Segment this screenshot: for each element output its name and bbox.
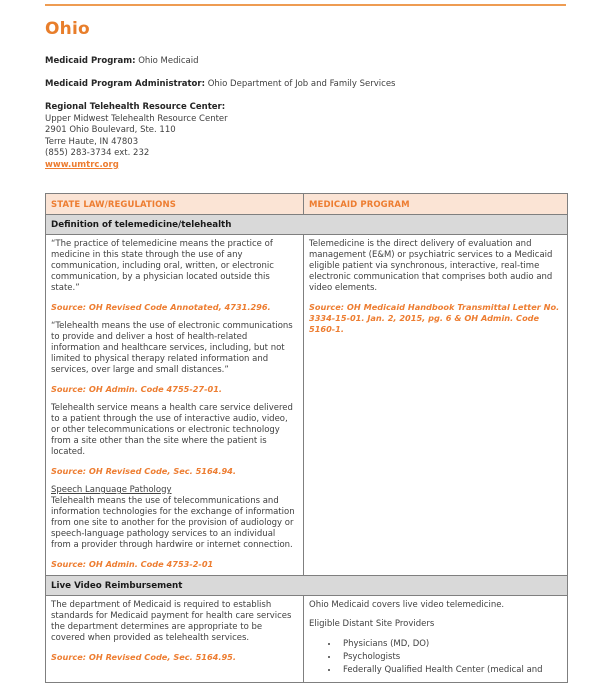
source-citation: Source: OH Medicaid Handbook Transmittal Letter No. 3334-15-01. Jan. 2, 2015, pg. 6 & OH Admin. Code 5160-1.: [309, 302, 560, 334]
definition-state-law-cell: [46, 235, 304, 576]
source-citation: Source: OH Revised Code, Sec. 5164.95.: [51, 652, 236, 662]
telehealth-policy-table: [45, 193, 568, 683]
section-row-live-video: [46, 576, 568, 596]
paragraph: “Telehealth means the use of electronic communications to provide and deliver a host of health-related information and healthcare services, including, but not limited to physical therapy related information and services, over large and small distances.”: [51, 321, 293, 375]
column-header-state-law: STATE LAW/REGULATIONS: [46, 194, 304, 215]
medicaid-program-label: Medicaid Program:: [45, 56, 136, 66]
live-video-state-law-cell: [46, 596, 304, 683]
table-row: [46, 596, 568, 683]
speech-language-heading: Speech Language Pathology: [51, 485, 172, 495]
paragraph: Eligible Distant Site Providers: [309, 619, 435, 629]
top-divider-rule: [45, 4, 566, 6]
live-video-medicaid-program-cell: [304, 596, 568, 683]
section-title-definition: Definition of telemedicine/telehealth: [46, 215, 568, 235]
resource-center-block: [45, 102, 566, 171]
resource-center-address: 2901 Ohio Boulevard, Ste. 110: [45, 125, 176, 135]
resource-center-city: Terre Haute, IN 47803: [45, 136, 139, 147]
medicaid-administrator-value: Ohio Department of Job and Family Services: [207, 79, 396, 89]
list-item: • Physicians (MD, DO): [339, 638, 561, 651]
table-header-row: [46, 194, 568, 215]
source-citation: Source: OH Revised Code Annotated, 4731.296.: [51, 302, 271, 312]
column-header-medicaid-program: MEDICAID PROGRAM: [304, 194, 568, 215]
resource-center-label: Regional Telehealth Resource Center:: [45, 102, 226, 112]
resource-center-name: Upper Midwest Telehealth Resource Center: [45, 113, 228, 124]
table-row: [46, 235, 568, 576]
page-title: Ohio: [45, 19, 90, 39]
paragraph: Ohio Medicaid covers live video telemedicine.: [309, 600, 505, 610]
medicaid-program-value: Ohio Medicaid: [138, 56, 199, 66]
medicaid-program-field: [45, 55, 566, 67]
resource-center-link[interactable]: www.umtrc.org: [45, 159, 119, 170]
eligible-providers-list: [309, 638, 561, 677]
section-row-definition: [46, 215, 568, 235]
resource-center-phone: (855) 283-3734 ext. 232: [45, 148, 150, 158]
paragraph: Telehealth means the use of telecommunications and information technologies for the exchange of information from one site to another for the provision of audiology or speech-language pathology services to an individual from a provider through hardwire or internet connection.: [51, 496, 295, 550]
source-citation: Source: OH Admin. Code 4753-2-01: [51, 559, 214, 569]
paragraph: Telemedicine is the direct delivery of evaluation and management (E&M) or psychiatric services to a Medicaid eligible patient via synchronous, interactive, real-time electronic communication that comprises both audio and video elements.: [309, 239, 553, 293]
medicaid-administrator-label: Medicaid Program Administrator:: [45, 79, 205, 89]
paragraph: “The practice of telemedicine means the practice of medicine in this state through the use of any communication, including oral, written, or electronic communication, by a physician located outside this state.”: [51, 239, 274, 293]
document-page: [0, 4, 612, 679]
definition-medicaid-program-cell: [304, 235, 568, 576]
paragraph-speech-language: [51, 485, 297, 551]
list-item: • Psychologists: [339, 651, 561, 664]
paragraph: The department of Medicaid is required to establish standards for Medicaid payment for health care services the department determines are appropriate to be covered when provided as telehealth services.: [51, 600, 292, 643]
source-citation: Source: OH Admin. Code 4755-27-01.: [51, 384, 223, 394]
paragraph: Telehealth service means a health care service delivered to a patient through the use of interactive audio, video, or other telecommunications or electronic technology from a site other than the site where the patient is located.: [51, 403, 293, 457]
source-citation: Source: OH Revised Code, Sec. 5164.94.: [51, 466, 236, 476]
medicaid-administrator-field: [45, 78, 566, 90]
list-item: • Federally Qualified Health Center (medical and: [339, 664, 561, 677]
section-title-live-video: Live Video Reimbursement: [46, 576, 568, 596]
